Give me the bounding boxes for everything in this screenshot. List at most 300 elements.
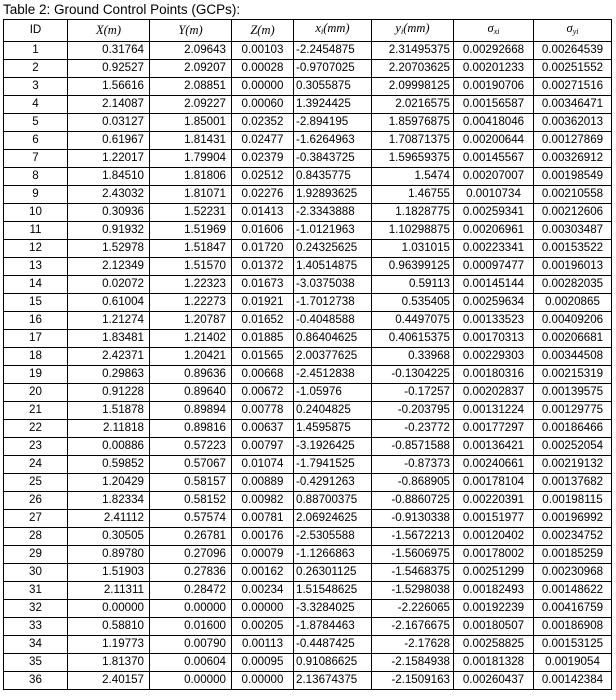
cell-z: 0.00778: [232, 401, 294, 419]
cell-xi: 1.3924425: [294, 95, 372, 113]
cell-z: 0.00000: [232, 77, 294, 95]
table-row: [4, 203, 612, 221]
cell-x: 0.03127: [68, 113, 150, 131]
cell-y: 0.27836: [150, 563, 232, 581]
cell-sigma-x: 0.00201233: [454, 59, 534, 77]
cell-y: 1.20787: [150, 311, 232, 329]
cell-yi: 1.70871375: [372, 131, 454, 149]
table-row: [4, 563, 612, 581]
cell-sigma-y: 0.00219132: [534, 455, 612, 473]
cell-id: 24: [4, 455, 68, 473]
cell-sigma-y: 0.00198115: [534, 491, 612, 509]
cell-id: 28: [4, 527, 68, 545]
cell-y: 2.09207: [150, 59, 232, 77]
cell-xi: -1.05976: [294, 383, 372, 401]
cell-yi: -0.8571588: [372, 437, 454, 455]
cell-id: 25: [4, 473, 68, 491]
cell-sigma-y: 0.00139575: [534, 383, 612, 401]
cell-z: 0.00781: [232, 509, 294, 527]
cell-x: 1.51878: [68, 401, 150, 419]
cell-yi: -0.87373: [372, 455, 454, 473]
header-y: Y(m): [150, 20, 232, 42]
cell-x: 0.91228: [68, 383, 150, 401]
table-row: [4, 185, 612, 203]
cell-yi: -2.226065: [372, 599, 454, 617]
cell-xi: -2.4512838: [294, 365, 372, 383]
cell-z: 0.00668: [232, 365, 294, 383]
cell-z: 0.02276: [232, 185, 294, 203]
table-row: [4, 545, 612, 563]
cell-z: 0.00637: [232, 419, 294, 437]
cell-yi: 2.09998125: [372, 77, 454, 95]
cell-id: 18: [4, 347, 68, 365]
cell-y: 0.89816: [150, 419, 232, 437]
cell-sigma-y: 0.00215319: [534, 365, 612, 383]
cell-id: 14: [4, 275, 68, 293]
cell-sigma-x: 0.00156587: [454, 95, 534, 113]
table-row: [4, 329, 612, 347]
cell-x: 1.52978: [68, 239, 150, 257]
cell-sigma-y: 0.00153125: [534, 635, 612, 653]
cell-y: 2.09227: [150, 95, 232, 113]
cell-y: 1.51847: [150, 239, 232, 257]
cell-id: 7: [4, 149, 68, 167]
cell-id: 27: [4, 509, 68, 527]
cell-sigma-y: 0.00409206: [534, 311, 612, 329]
cell-sigma-y: 0.00198549: [534, 167, 612, 185]
cell-sigma-x: 0.00258825: [454, 635, 534, 653]
cell-y: 2.08851: [150, 77, 232, 95]
cell-xi: 1.92893625: [294, 185, 372, 203]
table-row: [4, 221, 612, 239]
cell-x: 0.02072: [68, 275, 150, 293]
table-row: [4, 635, 612, 653]
cell-x: 0.31764: [68, 41, 150, 59]
cell-yi: 2.0216575: [372, 95, 454, 113]
cell-sigma-x: 0.00259341: [454, 203, 534, 221]
cell-sigma-x: 0.00251299: [454, 563, 534, 581]
cell-z: 0.01372: [232, 257, 294, 275]
cell-sigma-y: 0.00346471: [534, 95, 612, 113]
cell-x: 2.14087: [68, 95, 150, 113]
table-row: [4, 473, 612, 491]
cell-sigma-x: 0.00177297: [454, 419, 534, 437]
cell-sigma-x: 0.00170313: [454, 329, 534, 347]
cell-yi: 1.1828775: [372, 203, 454, 221]
cell-xi: -0.3843725: [294, 149, 372, 167]
cell-z: 0.00889: [232, 473, 294, 491]
cell-xi: 2.06924625: [294, 509, 372, 527]
cell-id: 11: [4, 221, 68, 239]
cell-yi: 0.4497075: [372, 311, 454, 329]
table-row: [4, 401, 612, 419]
header-sigma-y: $\sigma_{yi}$: [534, 20, 612, 42]
cell-sigma-x: 0.00240661: [454, 455, 534, 473]
table-row: [4, 653, 612, 671]
cell-xi: -1.0121963: [294, 221, 372, 239]
cell-sigma-x: 0.00178002: [454, 545, 534, 563]
cell-sigma-y: 0.00362013: [534, 113, 612, 131]
cell-z: 0.01885: [232, 329, 294, 347]
gcp-table: [3, 19, 612, 690]
table-row: [4, 59, 612, 77]
cell-sigma-y: 0.00127869: [534, 131, 612, 149]
cell-id: 33: [4, 617, 68, 635]
cell-sigma-y: 0.00129775: [534, 401, 612, 419]
cell-y: 0.58152: [150, 491, 232, 509]
cell-x: 0.30936: [68, 203, 150, 221]
cell-xi: 0.2404825: [294, 401, 372, 419]
cell-id: 30: [4, 563, 68, 581]
cell-x: 0.61004: [68, 293, 150, 311]
cell-y: 1.22323: [150, 275, 232, 293]
cell-sigma-y: 0.00212606: [534, 203, 612, 221]
cell-x: 0.61967: [68, 131, 150, 149]
cell-y: 0.26781: [150, 527, 232, 545]
cell-y: 1.81431: [150, 131, 232, 149]
cell-xi: -1.6264963: [294, 131, 372, 149]
cell-sigma-x: 0.00133523: [454, 311, 534, 329]
cell-sigma-x: 0.00097477: [454, 257, 534, 275]
table-row: [4, 149, 612, 167]
cell-id: 29: [4, 545, 68, 563]
cell-sigma-x: 0.00229303: [454, 347, 534, 365]
cell-id: 26: [4, 491, 68, 509]
cell-z: 0.00176: [232, 527, 294, 545]
cell-z: 0.00982: [232, 491, 294, 509]
cell-sigma-x: 0.00206961: [454, 221, 534, 239]
cell-x: 1.82334: [68, 491, 150, 509]
table-row: [4, 437, 612, 455]
header-x: X(m): [68, 20, 150, 42]
table-row: [4, 347, 612, 365]
cell-z: 0.02512: [232, 167, 294, 185]
cell-yi: -2.17628: [372, 635, 454, 653]
cell-z: 0.00672: [232, 383, 294, 401]
cell-sigma-y: 0.00142384: [534, 671, 612, 689]
cell-yi: 0.33968: [372, 347, 454, 365]
cell-yi: 0.535405: [372, 293, 454, 311]
cell-sigma-x: 0.00292668: [454, 41, 534, 59]
cell-sigma-x: 0.00182493: [454, 581, 534, 599]
table-row: [4, 599, 612, 617]
cell-y: 1.20421: [150, 347, 232, 365]
cell-yi: -1.5606975: [372, 545, 454, 563]
cell-id: 34: [4, 635, 68, 653]
cell-z: 0.00205: [232, 617, 294, 635]
cell-sigma-x: 0.0010734: [454, 185, 534, 203]
cell-sigma-x: 0.00145144: [454, 275, 534, 293]
cell-z: 0.00234: [232, 581, 294, 599]
cell-sigma-x: 0.00151977: [454, 509, 534, 527]
cell-x: 0.29863: [68, 365, 150, 383]
cell-yi: 2.31495375: [372, 41, 454, 59]
cell-y: 0.27096: [150, 545, 232, 563]
cell-y: 2.09643: [150, 41, 232, 59]
cell-yi: 1.10298875: [372, 221, 454, 239]
cell-sigma-y: 0.00148622: [534, 581, 612, 599]
cell-y: 0.00790: [150, 635, 232, 653]
table-row: [4, 527, 612, 545]
cell-z: 0.00103: [232, 41, 294, 59]
cell-sigma-x: 0.00223341: [454, 239, 534, 257]
cell-yi: 1.46755: [372, 185, 454, 203]
cell-x: 0.00886: [68, 437, 150, 455]
cell-x: 1.19773: [68, 635, 150, 653]
cell-xi: -3.0375038: [294, 275, 372, 293]
cell-sigma-x: 0.00190706: [454, 77, 534, 95]
cell-y: 1.85001: [150, 113, 232, 131]
table-caption: Table 2: Ground Control Points (GCPs):: [3, 2, 241, 17]
cell-sigma-y: 0.00153522: [534, 239, 612, 257]
header-row: [4, 20, 612, 42]
cell-sigma-y: 0.00252054: [534, 437, 612, 455]
cell-z: 0.01565: [232, 347, 294, 365]
cell-id: 20: [4, 383, 68, 401]
cell-xi: -1.8784463: [294, 617, 372, 635]
cell-x: 2.40157: [68, 671, 150, 689]
table-row: [4, 77, 612, 95]
cell-yi: -2.1676675: [372, 617, 454, 635]
table-row: [4, 455, 612, 473]
cell-yi: -0.1304225: [372, 365, 454, 383]
cell-sigma-y: 0.00186908: [534, 617, 612, 635]
cell-id: 2: [4, 59, 68, 77]
cell-id: 3: [4, 77, 68, 95]
cell-id: 13: [4, 257, 68, 275]
cell-xi: -0.4291263: [294, 473, 372, 491]
table-row: [4, 293, 612, 311]
cell-y: 0.89640: [150, 383, 232, 401]
cell-z: 0.02477: [232, 131, 294, 149]
cell-sigma-x: 0.00120402: [454, 527, 534, 545]
cell-sigma-x: 0.00207007: [454, 167, 534, 185]
cell-x: 2.42371: [68, 347, 150, 365]
cell-sigma-y: 0.00185259: [534, 545, 612, 563]
cell-z: 0.00797: [232, 437, 294, 455]
cell-y: 0.89636: [150, 365, 232, 383]
cell-xi: -3.1926425: [294, 437, 372, 455]
header-xi: $x_i(mm)$: [294, 20, 372, 42]
cell-yi: -1.5468375: [372, 563, 454, 581]
cell-yi: 1.85976875: [372, 113, 454, 131]
cell-z: 0.01720: [232, 239, 294, 257]
cell-id: 12: [4, 239, 68, 257]
cell-id: 17: [4, 329, 68, 347]
cell-id: 4: [4, 95, 68, 113]
cell-xi: 1.4595875: [294, 419, 372, 437]
cell-z: 0.01413: [232, 203, 294, 221]
cell-sigma-y: 0.00206681: [534, 329, 612, 347]
table-body: [4, 41, 612, 689]
cell-y: 0.89894: [150, 401, 232, 419]
cell-sigma-x: 0.00180507: [454, 617, 534, 635]
cell-xi: -2.2454875: [294, 41, 372, 59]
cell-yi: 2.20703625: [372, 59, 454, 77]
cell-sigma-x: 0.00180316: [454, 365, 534, 383]
cell-y: 0.00000: [150, 599, 232, 617]
cell-x: 2.11311: [68, 581, 150, 599]
cell-y: 0.28472: [150, 581, 232, 599]
cell-x: 1.22017: [68, 149, 150, 167]
cell-x: 2.41112: [68, 509, 150, 527]
header-yi: $y_i(mm)$: [372, 20, 454, 42]
cell-sigma-x: 0.00145567: [454, 149, 534, 167]
table-row: [4, 41, 612, 59]
cell-id: 15: [4, 293, 68, 311]
cell-sigma-y: 0.00210558: [534, 185, 612, 203]
cell-y: 1.21402: [150, 329, 232, 347]
table-row: [4, 275, 612, 293]
cell-yi: -1.5298038: [372, 581, 454, 599]
cell-z: 0.01606: [232, 221, 294, 239]
cell-x: 1.56616: [68, 77, 150, 95]
cell-yi: -0.17257: [372, 383, 454, 401]
cell-y: 0.57574: [150, 509, 232, 527]
cell-id: 35: [4, 653, 68, 671]
table-row: [4, 131, 612, 149]
header-id: ID: [4, 20, 68, 42]
table-row: [4, 311, 612, 329]
cell-y: 0.58157: [150, 473, 232, 491]
cell-sigma-y: 0.00234752: [534, 527, 612, 545]
cell-xi: 0.3055875: [294, 77, 372, 95]
cell-z: 0.01673: [232, 275, 294, 293]
cell-xi: -2.894195: [294, 113, 372, 131]
cell-yi: 0.40615375: [372, 329, 454, 347]
cell-z: 0.00162: [232, 563, 294, 581]
cell-x: 0.89780: [68, 545, 150, 563]
cell-x: 0.59852: [68, 455, 150, 473]
cell-sigma-y: 0.00282035: [534, 275, 612, 293]
cell-y: 1.81071: [150, 185, 232, 203]
cell-yi: -2.1509163: [372, 671, 454, 689]
cell-xi: -1.1266863: [294, 545, 372, 563]
cell-id: 36: [4, 671, 68, 689]
cell-xi: -2.3343888: [294, 203, 372, 221]
cell-yi: -0.868905: [372, 473, 454, 491]
cell-x: 0.58810: [68, 617, 150, 635]
cell-z: 0.00095: [232, 653, 294, 671]
cell-x: 0.91932: [68, 221, 150, 239]
cell-sigma-y: 0.00344508: [534, 347, 612, 365]
table-row: [4, 581, 612, 599]
cell-y: 1.22273: [150, 293, 232, 311]
table-row: [4, 95, 612, 113]
cell-xi: -0.4048588: [294, 311, 372, 329]
cell-yi: 0.59113: [372, 275, 454, 293]
cell-x: 1.83481: [68, 329, 150, 347]
header-z: Z(m): [232, 20, 294, 42]
cell-xi: 1.40514875: [294, 257, 372, 275]
cell-xi: 0.26301125: [294, 563, 372, 581]
cell-sigma-y: 0.0019054: [534, 653, 612, 671]
cell-id: 8: [4, 167, 68, 185]
cell-xi: 0.88700375: [294, 491, 372, 509]
cell-xi: 2.13674375: [294, 671, 372, 689]
cell-z: 0.00028: [232, 59, 294, 77]
cell-y: 0.01600: [150, 617, 232, 635]
cell-z: 0.00060: [232, 95, 294, 113]
cell-sigma-x: 0.00192239: [454, 599, 534, 617]
cell-z: 0.02352: [232, 113, 294, 131]
cell-xi: -2.5305588: [294, 527, 372, 545]
table-row: [4, 617, 612, 635]
cell-x: 1.20429: [68, 473, 150, 491]
cell-id: 1: [4, 41, 68, 59]
cell-sigma-y: 0.00196013: [534, 257, 612, 275]
cell-sigma-x: 0.00259634: [454, 293, 534, 311]
cell-yi: 1.031015: [372, 239, 454, 257]
cell-id: 9: [4, 185, 68, 203]
cell-xi: 2.00377625: [294, 347, 372, 365]
cell-sigma-y: 0.00251552: [534, 59, 612, 77]
header-sigma-x: $\sigma_{xi}$: [454, 20, 534, 42]
cell-yi: 1.59659375: [372, 149, 454, 167]
cell-xi: 0.24325625: [294, 239, 372, 257]
table-row: [4, 491, 612, 509]
cell-yi: -0.8860725: [372, 491, 454, 509]
cell-sigma-x: 0.00202837: [454, 383, 534, 401]
cell-x: 0.30505: [68, 527, 150, 545]
cell-xi: -1.7941525: [294, 455, 372, 473]
cell-x: 0.00000: [68, 599, 150, 617]
cell-xi: 0.8435775: [294, 167, 372, 185]
cell-sigma-x: 0.00136421: [454, 437, 534, 455]
cell-y: 0.57067: [150, 455, 232, 473]
cell-z: 0.00113: [232, 635, 294, 653]
table-row: [4, 383, 612, 401]
cell-x: 2.11818: [68, 419, 150, 437]
cell-x: 2.43032: [68, 185, 150, 203]
cell-x: 0.92527: [68, 59, 150, 77]
table-row: [4, 509, 612, 527]
cell-yi: 0.96399125: [372, 257, 454, 275]
cell-sigma-x: 0.00220391: [454, 491, 534, 509]
cell-xi: -1.7012738: [294, 293, 372, 311]
cell-z: 0.00000: [232, 599, 294, 617]
cell-sigma-y: 0.00230968: [534, 563, 612, 581]
cell-z: 0.01652: [232, 311, 294, 329]
cell-yi: 1.5474: [372, 167, 454, 185]
cell-y: 1.81806: [150, 167, 232, 185]
cell-id: 16: [4, 311, 68, 329]
cell-xi: 1.51548625: [294, 581, 372, 599]
cell-xi: -0.4487425: [294, 635, 372, 653]
cell-y: 1.52231: [150, 203, 232, 221]
cell-xi: -0.9707025: [294, 59, 372, 77]
cell-z: 0.01921: [232, 293, 294, 311]
cell-sigma-x: 0.00200644: [454, 131, 534, 149]
cell-yi: -0.203795: [372, 401, 454, 419]
cell-sigma-x: 0.00181328: [454, 653, 534, 671]
cell-sigma-y: 0.00137682: [534, 473, 612, 491]
cell-sigma-y: 0.00196992: [534, 509, 612, 527]
cell-id: 31: [4, 581, 68, 599]
cell-y: 1.79904: [150, 149, 232, 167]
cell-sigma-y: 0.00303487: [534, 221, 612, 239]
cell-y: 0.57223: [150, 437, 232, 455]
cell-sigma-x: 0.00131224: [454, 401, 534, 419]
cell-y: 0.00604: [150, 653, 232, 671]
cell-z: 0.01074: [232, 455, 294, 473]
cell-sigma-x: 0.00178104: [454, 473, 534, 491]
cell-id: 22: [4, 419, 68, 437]
table-row: [4, 671, 612, 689]
cell-x: 1.84510: [68, 167, 150, 185]
cell-sigma-y: 0.00326912: [534, 149, 612, 167]
cell-id: 19: [4, 365, 68, 383]
